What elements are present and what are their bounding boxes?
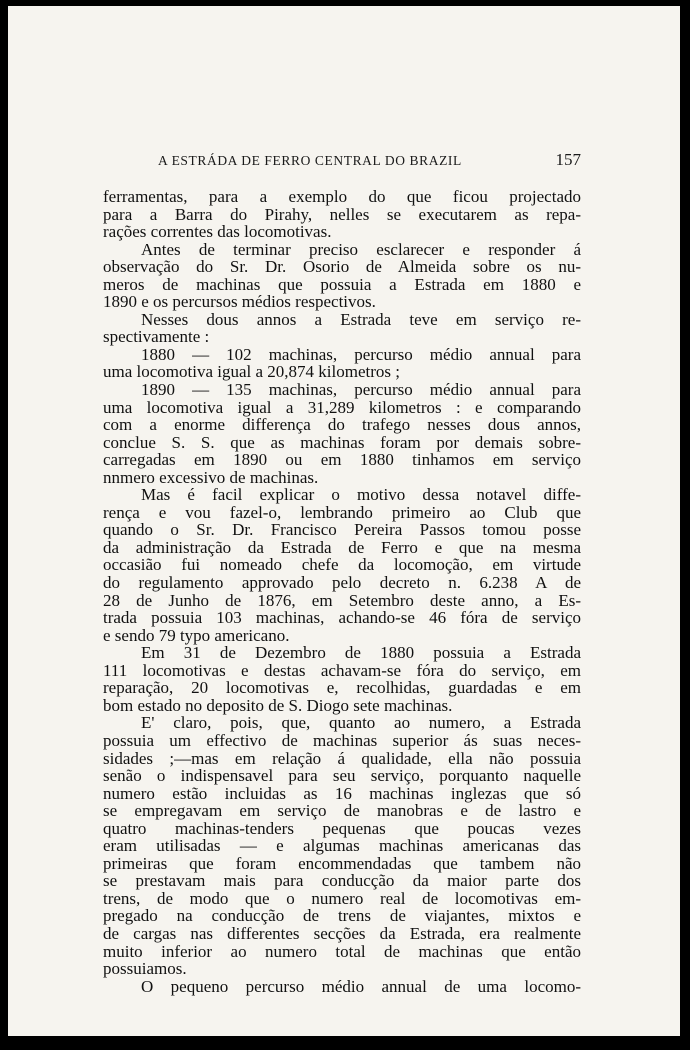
book-page [8,6,680,1036]
text-line: E' claro, pois, que, quanto ao numero, a Estrada [141,713,581,733]
text-line: possuiamos. [103,959,187,979]
text-line: trada possuia 103 machinas, achando-se 46 fóra de serviço [103,608,581,628]
text-line: bom estado no deposito de S. Diogo sete machinas. [103,695,453,715]
text-line: occasião fui nomeado chefe da locomoção, em virtude [103,555,581,575]
text-line: do regulamento approvado pelo decreto n. 6.238 A de [103,573,581,593]
text-line: uma locomotiva igual a 31,289 kilometros : e comparando [103,397,581,417]
text-line: para a Barra do Pirahy, nelles se executarem as repa- [103,204,581,224]
text-line: rença e vou fazel-o, lembrando primeiro ao Club que [103,502,581,522]
text-line: Mas é facil explicar o motivo dessa notavel diffe- [141,485,581,505]
text-line: da administração da Estrada de Ferro e que na mesma [103,537,581,557]
text-line: carregadas em 1890 ou em 1880 tinhamos em serviço [103,450,581,470]
text-line: spectivamente : [103,327,210,347]
text-line: conclue S. S. que as machinas foram por demais sobre- [103,432,581,452]
text-line: e sendo 79 typo americano. [103,625,290,645]
text-line: observação do Sr. Dr. Osorio de Almeida sobre os nu- [103,257,581,277]
text-line: primeiras que foram encommendadas que tambem não [103,853,581,873]
text-line: nnmero excessivo de machinas. [103,467,319,487]
text-line: quando o Sr. Dr. Francisco Pereira Passos tomou posse [103,520,581,540]
text-line: 1890 — 135 machinas, percurso médio annual para [141,380,581,400]
text-line: meros de machinas que possuia a Estrada em 1880 e [103,274,581,294]
text-line: 1880 — 102 machinas, percurso médio annual para [141,344,581,364]
text-line: ferramentas, para a exemplo do que ficou projectado [103,187,581,206]
text-line: com a enorme differença do trafego nesses dous annos, [103,415,581,435]
text-line: sidades ;—mas em relação á qualidade, ella não possuia [103,748,581,768]
text-line: quatro machinas-tenders pequenas que poucas vezes [103,818,581,838]
text-line: se prestavam mais para conducção da maior parte dos [103,871,581,891]
text-line: pregado na conducção de trens de viajantes, mixtos e [103,906,581,926]
text-line: Antes de terminar preciso esclarecer e responder á [141,239,581,259]
text-line: 1890 e os percursos médios respectivos. [103,292,376,312]
text-line: muito inferior ao numero total de machinas que então [103,941,581,961]
text-line: O pequeno percurso médio annual de uma locomo- [141,976,581,996]
text-line: eram utilisadas — e algumas machinas americanas das [103,836,581,856]
running-title: A ESTRÁDA DE FERRO CENTRAL DO BRAZIL [158,153,462,168]
text-line: Nesses dous annos a Estrada teve em serviço re- [141,309,581,329]
text-line: possuia um effectivo de machinas superior ás suas neces- [103,730,581,750]
running-head [103,150,581,171]
text-line: 28 de Junho de 1876, em Setembro deste anno, a Es- [103,590,581,610]
body-text [103,188,581,995]
text-line: rações correntes das locomotivas. [103,222,332,242]
text-line: reparação, 20 locomotivas e, recolhidas, guardadas e em [103,678,581,698]
text-line: de cargas nas differentes secções da Estrada, era realmente [103,923,581,943]
text-line: se empregavam em serviço de manobras e de lastro e [103,801,581,821]
page-number: 157 [555,150,581,169]
text-line: trens, de modo que o numero real de locomotivas em- [103,888,581,908]
text-line: 111 locomotivas e destas achavam-se fóra do serviço, em [103,660,581,680]
text-line: Em 31 de Dezembro de 1880 possuia a Estrada [141,643,581,663]
text-line: uma locomotiva igual a 20,874 kilometros ; [103,362,400,382]
text-line: senão o indispensavel para seu serviço, porquanto naquelle [103,766,581,786]
text-line: numero estão incluidas as 16 machinas inglezas que só [103,783,581,803]
